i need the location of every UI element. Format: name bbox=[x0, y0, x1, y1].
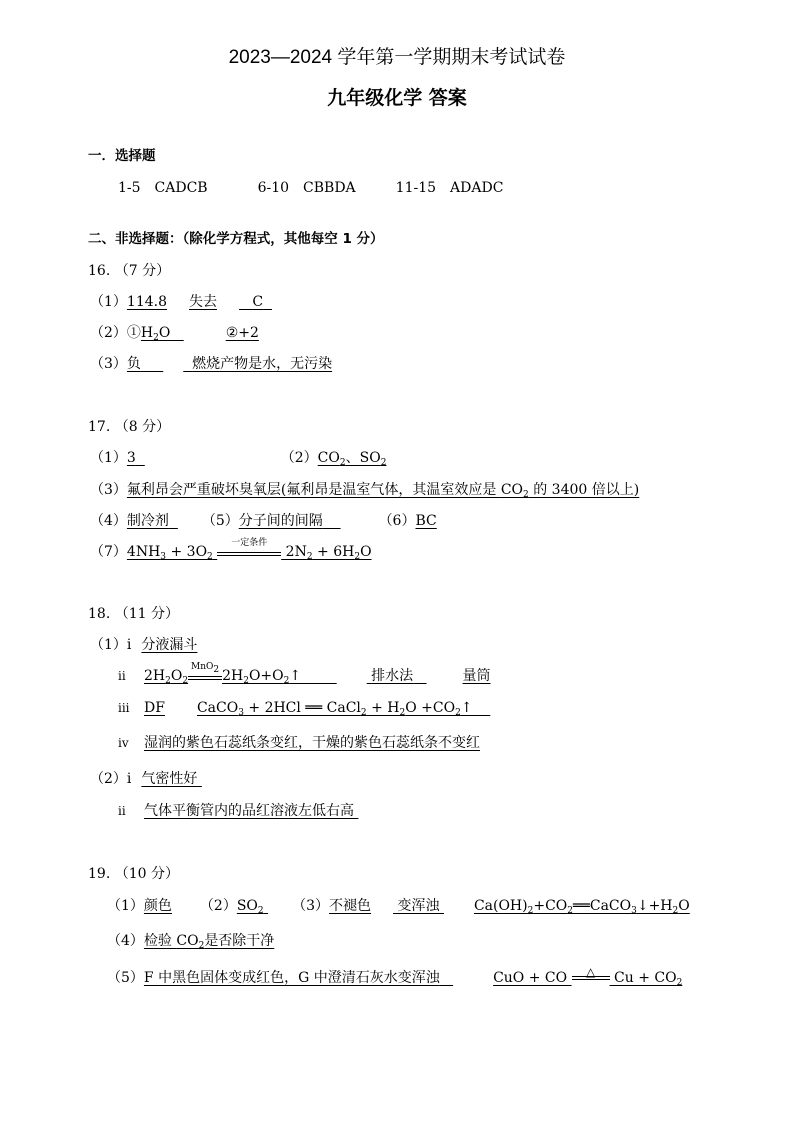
q18-line-5 bbox=[90, 769, 202, 789]
q16-line-2 bbox=[90, 323, 259, 343]
q19-line-2 bbox=[107, 931, 274, 951]
q16-answer-element: C bbox=[252, 294, 264, 310]
q17-label-2: （2） bbox=[280, 450, 318, 466]
q16-label-1: （1） bbox=[90, 294, 127, 310]
q18-roman-iv: iv bbox=[118, 736, 129, 750]
q18-roman-ii: ii bbox=[118, 669, 126, 683]
q17-answer-5: 分子间的间隔 bbox=[238, 513, 323, 529]
q18-label-2: （2）i bbox=[90, 771, 132, 787]
q17-answer-4: 制冷剂 bbox=[126, 513, 169, 529]
q19-label-5: （5） bbox=[107, 970, 144, 986]
q17-line-1 bbox=[90, 448, 386, 468]
q16-answer-valence: ②+2 bbox=[225, 325, 259, 341]
q16-header: 16. （7 分） bbox=[88, 263, 171, 279]
q17-answer-3: 氟利昂会严重破坏臭氧层(氟利昂是温室气体，其温室效应是 $CO_2$ 的 3400 倍以上) bbox=[126, 482, 640, 500]
q19-answer-no-fade: 不褪色 bbox=[329, 898, 372, 914]
q17-label-7: （7） bbox=[90, 544, 127, 560]
q19-label-4: （4） bbox=[107, 933, 144, 949]
q17-label-1: （1） bbox=[90, 450, 127, 466]
q18-line-3 bbox=[118, 698, 490, 718]
q19-line-1 bbox=[107, 896, 690, 916]
q16-answer-negative: 负 bbox=[126, 356, 141, 372]
answer-subtitle: 九年级化学 答案 bbox=[327, 87, 467, 109]
q19-line-3 bbox=[107, 965, 683, 988]
q17-answer-1: 3 bbox=[126, 450, 136, 466]
q19-answer-so2: $SO_2$ bbox=[236, 898, 264, 916]
q16-marker-1: ① bbox=[126, 325, 141, 341]
mc-answers-1: CADCB bbox=[154, 180, 208, 196]
q18-answer-method: 排水法 bbox=[371, 668, 414, 684]
mc-range-3: 11-15 bbox=[395, 180, 437, 196]
q19-answer-check-co2: 检验 $CO_2$是否除干净 bbox=[143, 933, 275, 951]
q18-line-1 bbox=[90, 635, 197, 655]
q18-line-4 bbox=[118, 733, 480, 753]
q18-answer-df: DF bbox=[144, 700, 165, 716]
q18-roman-iii: iii bbox=[118, 701, 130, 715]
q18-equation-h2o2: $2H_2O_2$ MnO$_2$ $2H_2O+O_2↑$ bbox=[144, 662, 337, 686]
q19-answer-color: 颜色 bbox=[143, 898, 172, 914]
q16-label-3: （3） bbox=[90, 356, 127, 372]
catalyst-arrow: MnO$_2$ bbox=[188, 668, 222, 680]
q18-label-1: （1）i bbox=[90, 637, 132, 653]
q19-equation-cuo: CuO + CO △ $Cu + CO_2$ bbox=[493, 965, 683, 988]
q18-answer-balance-tube: 气体平衡管内的品红溶液左低右高 bbox=[144, 803, 354, 819]
q19-label-3: （3） bbox=[292, 898, 330, 914]
mc-range-2: 6-10 bbox=[257, 180, 290, 196]
q16-answer-reason: 燃烧产物是水，无污染 bbox=[192, 356, 333, 372]
q19-answer-turbid: 变浑浊 bbox=[397, 898, 440, 914]
reaction-condition-arrow: 一定条件 bbox=[217, 544, 281, 556]
q16-label-2: （2） bbox=[90, 325, 127, 341]
q17-equation: $4NH_3 + 3O_2$ 一定条件 $2N_2 + 6H_2O$ bbox=[126, 538, 372, 562]
q18-roman-ii-2: ii bbox=[118, 804, 126, 818]
exam-title: 2023—2024 学年第一学期期末考试试卷 bbox=[228, 47, 566, 68]
q18-answer-litmus: 湿润的紫色石蕊纸条变红，干燥的紫色石蕊纸条不变红 bbox=[144, 735, 480, 751]
q18-header: 18. （11 分） bbox=[88, 606, 179, 622]
q19-answer-observation: F 中黑色固体变成红色，G 中澄清石灰水变浑浊 bbox=[143, 970, 440, 986]
q17-answer-6: BC bbox=[415, 513, 437, 529]
q18-equation-caco3: CaCO$_3$ + 2HCl ══ CaCl$_2$ + $H_2O$ $+CO_2↑$ bbox=[196, 700, 491, 718]
q18-answer-airtight: 气密性好 bbox=[141, 771, 198, 787]
q17-answer-2: $CO_2$、$SO_2$ bbox=[317, 450, 387, 468]
q17-line-2 bbox=[90, 480, 639, 500]
q16-answer-formula: $H_2O$ bbox=[140, 325, 184, 343]
q16-answer-mass: 114.8 bbox=[126, 294, 168, 310]
q16-answer-lose: 失去 bbox=[189, 294, 218, 310]
q17-label-6: （6） bbox=[378, 513, 416, 529]
q19-equation-limewater: $Ca(OH)_2+CO_2══CaCO_3↓+H_2O$ bbox=[473, 898, 690, 916]
q19-label-2: （2） bbox=[199, 898, 237, 914]
q19-label-1: （1） bbox=[107, 898, 144, 914]
multiple-choice-answers bbox=[118, 178, 503, 198]
q17-line-4 bbox=[90, 538, 372, 562]
q17-label-4: （4） bbox=[90, 513, 127, 529]
q18-answer-funnel: 分液漏斗 bbox=[141, 637, 198, 653]
q17-label-3: （3） bbox=[90, 482, 127, 498]
section-non-choice-heading: 二、非选择题：（除化学方程式，其他每空 1 分） bbox=[88, 231, 384, 247]
q16-line-1 bbox=[90, 292, 272, 312]
mc-answers-3: ADADC bbox=[450, 180, 504, 196]
q18-line-6 bbox=[118, 801, 358, 821]
section-multiple-choice-heading: 一．选择题 bbox=[88, 148, 156, 164]
q17-header: 17. （8 分） bbox=[88, 419, 171, 435]
q16-line-3 bbox=[90, 354, 332, 374]
q18-answer-cylinder: 量筒 bbox=[462, 668, 491, 684]
q17-label-5: （5） bbox=[201, 513, 239, 529]
q19-header: 19. （10 分） bbox=[88, 866, 179, 882]
mc-range-1: 1-5 bbox=[118, 180, 141, 196]
q17-line-3 bbox=[90, 511, 437, 531]
q18-line-2 bbox=[118, 662, 491, 686]
mc-answers-2: CBBDA bbox=[303, 180, 356, 196]
